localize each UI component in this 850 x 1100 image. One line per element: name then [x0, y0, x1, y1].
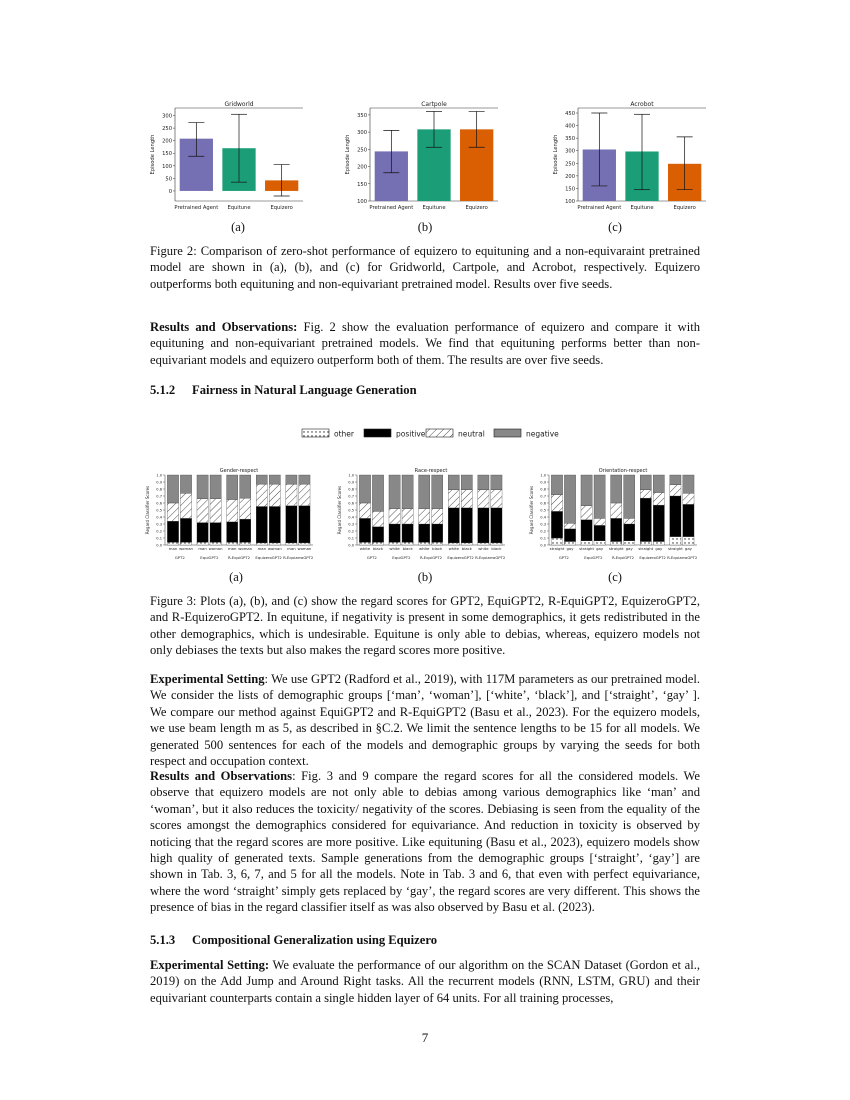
- segment-positive: [389, 524, 400, 542]
- x-tick-label: Equizero: [465, 205, 488, 211]
- segment-neutral: [269, 484, 280, 506]
- y-tick-label: 0.6: [348, 501, 354, 506]
- segment-other: [640, 542, 651, 546]
- segment-negative: [611, 475, 622, 503]
- fig3-legend: [298, 426, 568, 442]
- segment-other: [448, 543, 459, 545]
- segment-negative: [227, 475, 238, 500]
- bar-label: black: [461, 546, 472, 551]
- segment-other: [683, 537, 694, 545]
- segment-neutral: [611, 503, 622, 518]
- y-tick-label: 0.6: [540, 501, 546, 506]
- bar-label: gay: [596, 546, 604, 551]
- group-label: EquiGPT2: [584, 555, 603, 560]
- segment-negative: [402, 475, 413, 509]
- segment-other: [581, 541, 592, 545]
- bar-label: black: [432, 546, 443, 551]
- y-tick-label: 1.0: [156, 473, 162, 478]
- y-tick-label: 0.7: [348, 494, 354, 499]
- segment-negative: [551, 475, 562, 495]
- y-tick-label: 250: [565, 161, 575, 168]
- results2-text: : Fig. 3 and 9 compare the regard scores for all the considered models. We observe that equizero models are not only able to debias among various demographics like ‘man’ and ‘woman’, but it also reduces the toxicity/ negativity of the scores. Debiasing is seen from the equality of the scores amongst the demographics considered for equivariance. And reduction in toxicity is observed by noticing that the regard scores are more positive. Like equituning (Basu et al., 2023), equizero models show high quality of generated texts. Sample generations from the demographic groups [‘straight’, ‘gay’] are shown in Tab. 3, 6, 7, and 5 for all the models. Note in Tab. 3 and 6, that even with perfect equivariance, where the word ‘straight’ simply gets replaced by ‘gay’, the regard scores are very different. This shows the presence of bias in the regard classifier itself as was also observed by Basu et al. (2023).: [150, 769, 701, 915]
- experimental2-lead: Experimental Setting:: [150, 958, 270, 972]
- y-tick-label: 0.9: [156, 480, 162, 485]
- results-text: Fig. 2 show the evaluation performance of equizero and compare it with equituning and non-equivariant pretrained models. We find that equituning performs better than non-equivariant models and equizero outperform both of them. The results are over five seeds.: [150, 320, 700, 367]
- segment-neutral: [167, 503, 178, 521]
- x-tick-label: Pretrained Agent: [577, 205, 622, 211]
- chart-title: Cartpole: [421, 101, 447, 108]
- segment-neutral: [180, 493, 191, 518]
- y-tick-label: 0.5: [348, 508, 354, 513]
- bar-label: straight: [549, 546, 565, 551]
- y-tick-label: 0.4: [348, 515, 354, 520]
- segment-neutral: [581, 506, 592, 520]
- segment-positive: [256, 507, 267, 543]
- bar-label: woman: [267, 546, 282, 551]
- segment-positive: [197, 523, 208, 543]
- fig3-sublabel-a: (a): [229, 570, 243, 584]
- group-label: GPT2: [174, 555, 185, 560]
- segment-positive: [372, 527, 383, 542]
- bar-label: woman: [208, 546, 223, 551]
- segment-other: [299, 543, 310, 545]
- bar-label: black: [491, 546, 502, 551]
- fig3-race-chart: [335, 465, 515, 577]
- y-axis-label: Episode Length: [553, 134, 559, 175]
- segment-negative: [299, 475, 310, 484]
- segment-other: [670, 537, 681, 545]
- segment-other: [402, 542, 413, 545]
- bar-label: straight: [638, 546, 654, 551]
- segment-negative: [594, 475, 605, 518]
- y-tick-label: 0.0: [540, 543, 546, 548]
- fig2-gridworld-chart: [145, 98, 310, 216]
- figure-2-caption: Figure 2: Comparison of zero-shot performance of equizero to equituning and a non-equivaraint pretrained model are shown in (a), (b), and (c) for Gridworld, Cartpole, and Acrobot, respectively. Equizero outperforms both equituning and non-equivariant pretrained model. Results over five seeds.: [150, 244, 700, 291]
- results-paragraph-2: [150, 768, 700, 916]
- segment-negative: [180, 475, 191, 493]
- segment-positive: [448, 508, 459, 543]
- segment-negative: [372, 475, 383, 511]
- segment-positive: [299, 506, 310, 543]
- segment-neutral: [448, 490, 459, 508]
- y-tick-label: 100: [162, 163, 172, 170]
- group-label: EquiGPT2: [200, 555, 219, 560]
- segment-neutral: [653, 493, 664, 506]
- segment-other: [611, 542, 622, 546]
- y-axis-label: Episode Length: [150, 134, 156, 175]
- segment-positive: [359, 518, 370, 542]
- segment-positive: [551, 511, 562, 538]
- legend-neutral-swatch: [426, 429, 453, 437]
- segment-neutral: [419, 509, 430, 524]
- y-axis-label: Episode Length: [345, 134, 351, 175]
- bar-label: gay: [655, 546, 663, 551]
- segment-positive: [670, 496, 681, 537]
- y-tick-label: 0.0: [156, 543, 162, 548]
- group-label: R-EquiGPT2: [611, 555, 635, 560]
- bar-label: straight: [668, 546, 683, 551]
- y-tick-label: 200: [565, 173, 575, 180]
- segment-other: [389, 542, 400, 545]
- group-label: EquizeroGPT2: [639, 555, 666, 560]
- segment-negative: [197, 475, 208, 499]
- chart-title: Gridworld: [224, 101, 254, 108]
- segment-negative: [581, 475, 592, 506]
- group-label: GPT2: [558, 555, 569, 560]
- segment-other: [286, 543, 297, 545]
- y-tick-label: 0.3: [348, 522, 354, 527]
- segment-other: [240, 542, 251, 545]
- legend-positive-swatch: [364, 429, 391, 437]
- segment-neutral: [461, 490, 472, 508]
- bar-label: gay: [684, 546, 692, 551]
- segment-neutral: [389, 509, 400, 524]
- section-title-513: Compositional Generalization using Equizero: [192, 933, 438, 947]
- y-tick-label: 0.8: [540, 487, 546, 492]
- segment-negative: [286, 475, 297, 484]
- segment-other: [478, 543, 489, 545]
- segment-other: [269, 543, 280, 545]
- x-tick-label: Pretrained Agent: [174, 205, 219, 211]
- segment-positive: [478, 508, 489, 543]
- experimental-setting-paragraph-2: [150, 957, 700, 1006]
- segment-positive: [269, 507, 280, 543]
- y-tick-label: 1.0: [540, 473, 546, 478]
- bar-label: gay: [566, 546, 574, 551]
- section-title: Fairness in Natural Language Generation: [192, 383, 417, 397]
- segment-other: [491, 543, 502, 545]
- segment-negative: [491, 475, 502, 490]
- segment-positive: [167, 521, 178, 542]
- y-tick-label: 0.8: [348, 487, 354, 492]
- segment-positive: [432, 524, 443, 542]
- y-tick-label: 50: [165, 176, 172, 183]
- segment-other: [256, 543, 267, 545]
- x-tick-label: Equitune: [227, 205, 251, 211]
- y-tick-label: 100: [357, 199, 367, 205]
- y-axis-label: Regard Classifier Scores: [145, 485, 150, 535]
- fig2-cartpole-chart: [340, 98, 505, 216]
- y-tick-label: 350: [357, 112, 367, 119]
- legend-positive-label: positive: [396, 429, 426, 439]
- group-label: EquizeroGPT2: [255, 555, 282, 560]
- y-tick-label: 150: [565, 186, 575, 193]
- segment-other: [227, 542, 238, 545]
- segment-other: [594, 541, 605, 545]
- fig2-sublabel-a: (a): [231, 220, 245, 234]
- section-number-513: 5.1.3: [150, 933, 176, 947]
- y-tick-label: 0.1: [540, 536, 546, 541]
- segment-negative: [256, 475, 267, 484]
- experimental-setting-paragraph-1: [150, 671, 700, 769]
- section-heading-512: [150, 383, 417, 398]
- segment-positive: [419, 524, 430, 542]
- bar-label: woman: [297, 546, 312, 551]
- x-tick-label: Equitune: [630, 205, 654, 211]
- y-tick-label: 0: [168, 188, 172, 195]
- segment-negative: [640, 475, 651, 490]
- y-tick-label: 0.1: [156, 536, 162, 541]
- y-tick-label: 250: [357, 147, 367, 154]
- segment-negative: [359, 475, 370, 503]
- segment-positive: [683, 504, 694, 536]
- y-tick-label: 0.2: [156, 529, 162, 534]
- group-label: R-EquizeroGPT2: [667, 555, 698, 560]
- y-tick-label: 150: [162, 151, 172, 158]
- bar-label: black: [372, 546, 384, 551]
- segment-negative: [448, 475, 459, 490]
- fig2-acrobot-chart: [548, 98, 713, 216]
- x-tick-label: Equizero: [673, 205, 696, 211]
- segment-positive: [564, 529, 575, 542]
- x-tick-label: Equitune: [422, 205, 446, 211]
- segment-negative: [564, 475, 575, 523]
- y-tick-label: 0.3: [156, 522, 162, 527]
- bar-label: woman: [238, 546, 253, 551]
- y-tick-label: 200: [357, 164, 367, 171]
- segment-neutral: [491, 490, 502, 508]
- legend-neutral-label: neutral: [458, 429, 485, 439]
- segment-positive: [240, 519, 251, 542]
- group-label: EquizeroGPT2: [447, 555, 474, 560]
- segment-neutral: [594, 518, 605, 525]
- y-tick-label: 0.0: [348, 543, 354, 548]
- segment-positive: [640, 498, 651, 541]
- chart-title: Race-respect: [414, 468, 448, 474]
- segment-other: [419, 542, 430, 545]
- y-tick-label: 0.8: [156, 487, 162, 492]
- legend-negative-swatch: [494, 429, 521, 437]
- segment-positive: [594, 525, 605, 540]
- bar-label: man: [168, 546, 178, 551]
- y-tick-label: 0.2: [540, 529, 546, 534]
- experimental-text: : We use GPT2 (Radford et al., 2019), with 117M parameters as our pretrained model. We consider the lists of demographic groups [‘man’, ‘woman’], [‘white’, ‘black’], and [‘straight’, ‘gay’ ]. We compare our method against EquiGPT2 and R-EquiGPT2 (Basu et al., 2023). For the equizero models, we use beam length m as 5, as described in §C.2. We limit the sentence lengths to be 15 for all models. We generated 500 sentences for each of the models and demographic groups by varying the seeds for both respect and occupation context.: [150, 672, 701, 769]
- y-tick-label: 0.9: [348, 480, 354, 485]
- segment-negative: [683, 475, 694, 493]
- segment-negative: [670, 475, 681, 485]
- legend-negative-label: negative: [526, 429, 559, 439]
- page-number: 7: [421, 1030, 429, 1045]
- fig3-sublabel-b: (b): [417, 570, 433, 584]
- y-tick-label: 300: [357, 130, 367, 137]
- y-tick-label: 450: [565, 111, 575, 118]
- segment-positive: [611, 518, 622, 541]
- segment-positive: [624, 524, 635, 541]
- segment-positive: [227, 522, 238, 542]
- segment-other: [432, 542, 443, 545]
- y-tick-label: 100: [565, 199, 575, 205]
- y-tick-label: 200: [162, 138, 172, 145]
- segment-other: [167, 542, 178, 545]
- segment-neutral: [286, 484, 297, 506]
- y-tick-label: 0.7: [156, 494, 162, 499]
- group-label: R-EquiGPT2: [227, 555, 251, 560]
- segment-positive: [180, 518, 191, 542]
- segment-negative: [478, 475, 489, 490]
- group-label: GPT2: [366, 555, 377, 560]
- bar-label: woman: [179, 546, 193, 551]
- y-axis-label: Regard Classifier Scores: [337, 485, 342, 535]
- group-label: R-EquiGPT2: [419, 555, 443, 560]
- figure-3-caption: Figure 3: Plots (a), (b), and (c) show the regard scores for GPT2, EquiGPT2, R-EquiGPT2, EquizeroGPT2, and R-EquizeroGPT2. In equitune, if negativity is present in some demographics, it gets redistributed in the other demographics, which is undesirable. Equitune is only able to debias, whereas, equizero models not only debiases the texts but also makes the regard scores more positive.: [150, 594, 700, 658]
- bar-label: man: [257, 546, 267, 551]
- y-tick-label: 250: [162, 126, 172, 133]
- y-tick-label: 0.3: [540, 522, 546, 527]
- y-tick-label: 1.0: [348, 473, 354, 478]
- experimental-lead: Experimental Setting: [150, 672, 265, 686]
- y-tick-label: 0.9: [540, 480, 546, 485]
- chart-title: Gender-respect: [219, 468, 259, 474]
- bar-label: gay: [625, 546, 633, 551]
- segment-other: [624, 541, 635, 545]
- segment-neutral: [402, 509, 413, 524]
- group-label: R-EquizeroGPT2: [283, 555, 314, 560]
- segment-neutral: [624, 518, 635, 524]
- segment-positive: [286, 506, 297, 543]
- segment-neutral: [432, 509, 443, 524]
- segment-negative: [269, 475, 280, 484]
- segment-neutral: [240, 498, 251, 519]
- segment-neutral: [197, 499, 208, 523]
- y-tick-label: 150: [357, 181, 367, 188]
- segment-positive: [491, 508, 502, 543]
- segment-positive: [210, 523, 221, 543]
- bar-label: black: [402, 546, 413, 551]
- y-tick-label: 350: [565, 136, 575, 143]
- chart-title: Acrobot: [630, 101, 654, 108]
- segment-neutral: [359, 503, 370, 518]
- y-tick-label: 400: [565, 123, 575, 130]
- segment-neutral: [683, 493, 694, 504]
- segment-other: [180, 542, 191, 545]
- y-tick-label: 0.1: [348, 536, 354, 541]
- segment-other: [197, 542, 208, 545]
- bar-label: straight: [608, 546, 624, 551]
- segment-neutral: [670, 485, 681, 496]
- y-axis-label: Regard Classifier Scores: [529, 485, 534, 535]
- segment-positive: [461, 508, 472, 543]
- fig3-orientation-chart: [527, 465, 707, 577]
- legend-other-swatch: [302, 429, 329, 437]
- group-label: R-EquizeroGPT2: [475, 555, 506, 560]
- segment-positive: [402, 524, 413, 542]
- segment-other: [210, 542, 221, 545]
- segment-other: [653, 542, 664, 546]
- segment-other: [359, 542, 370, 545]
- segment-negative: [210, 475, 221, 499]
- segment-neutral: [640, 490, 651, 498]
- segment-negative: [240, 475, 251, 498]
- segment-other: [461, 543, 472, 545]
- segment-negative: [389, 475, 400, 509]
- bar-label: straight: [579, 546, 594, 551]
- x-tick-label: Pretrained Agent: [369, 205, 414, 211]
- y-tick-label: 0.7: [540, 494, 546, 499]
- segment-neutral: [564, 523, 575, 529]
- segment-other: [372, 542, 383, 545]
- results-lead: Results and Observations:: [150, 320, 298, 334]
- bar-label: white: [448, 546, 459, 551]
- bar-label: man: [287, 546, 296, 551]
- y-tick-label: 0.4: [156, 515, 162, 520]
- y-tick-label: 0.4: [540, 515, 546, 520]
- segment-negative: [167, 475, 178, 503]
- segment-other: [564, 542, 575, 546]
- section-heading-513: [150, 933, 437, 948]
- segment-positive: [581, 520, 592, 541]
- y-tick-label: 0.5: [540, 508, 546, 513]
- fig3-sublabel-c: (c): [608, 570, 622, 584]
- y-tick-label: 0.5: [156, 508, 162, 513]
- chart-title: Orientation-respect: [598, 468, 648, 474]
- segment-negative: [461, 475, 472, 490]
- segment-neutral: [478, 490, 489, 508]
- segment-negative: [432, 475, 443, 509]
- y-tick-label: 0.6: [156, 501, 162, 506]
- segment-negative: [653, 475, 664, 493]
- results-paragraph-1: [150, 319, 700, 368]
- y-tick-label: 0.2: [348, 529, 354, 534]
- y-tick-label: 300: [565, 148, 575, 155]
- results2-lead: Results and Observations: [150, 769, 293, 783]
- segment-neutral: [551, 495, 562, 512]
- segment-other: [551, 538, 562, 545]
- segment-neutral: [210, 499, 221, 523]
- segment-negative: [624, 475, 635, 518]
- bar-label: white: [418, 546, 430, 551]
- y-tick-label: 300: [162, 113, 172, 120]
- bar-label: man: [227, 546, 237, 551]
- experimental2-text: We evaluate the performance of our algorithm on the SCAN Dataset (Gordon et al., 2019) on the Add Jump and Around Right tasks. All the recurrent models (RNN, LSTM, GRU) and their equivariant counterparts contain a single hidden layer of 64 units. For all training processes,: [150, 958, 700, 1005]
- bar-label: white: [389, 546, 400, 551]
- fig2-sublabel-c: (c): [608, 220, 622, 234]
- section-number: 5.1.2: [150, 383, 176, 397]
- fig3-gender-chart: [143, 465, 323, 577]
- x-tick-label: Equizero: [270, 205, 293, 211]
- bar-label: white: [478, 546, 489, 551]
- fig2-sublabel-b: (b): [417, 220, 433, 234]
- legend-other-label: other: [334, 429, 354, 439]
- segment-negative: [419, 475, 430, 509]
- segment-neutral: [256, 484, 267, 506]
- bar-label: white: [359, 546, 371, 551]
- bar-label: man: [198, 546, 207, 551]
- segment-positive: [653, 505, 664, 541]
- segment-neutral: [299, 484, 310, 506]
- group-label: EquiGPT2: [392, 555, 411, 560]
- segment-neutral: [372, 511, 383, 526]
- segment-neutral: [227, 500, 238, 522]
